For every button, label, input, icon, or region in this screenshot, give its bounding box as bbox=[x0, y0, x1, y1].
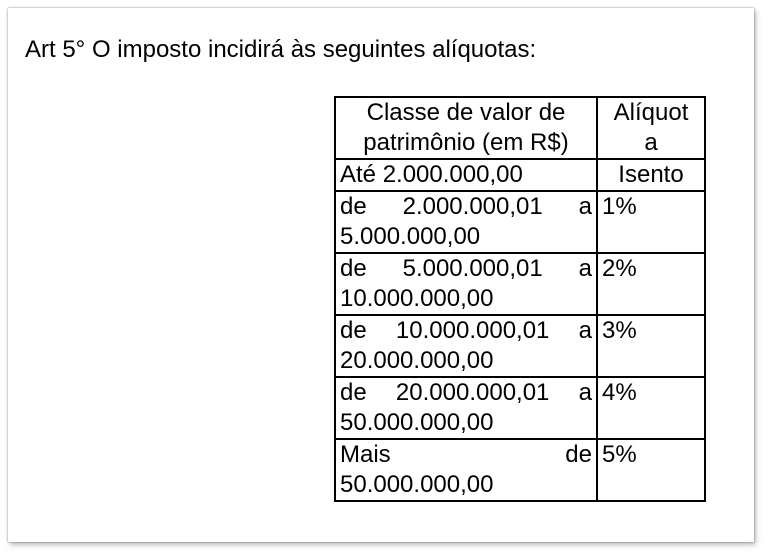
rate-cell: 3% bbox=[597, 315, 705, 377]
table-row bbox=[335, 191, 705, 253]
rate-cell: Isento bbox=[597, 159, 705, 191]
value-class-cell bbox=[335, 439, 597, 501]
value-class-line1 bbox=[340, 192, 592, 222]
range-prefix: de bbox=[340, 379, 367, 406]
rate-cell: 1% bbox=[597, 191, 705, 253]
article-heading: Art 5° O imposto incidirá às seguintes alíquotas: bbox=[25, 36, 537, 63]
range-to: 20.000.000,00 bbox=[340, 347, 494, 374]
tax-rate-table bbox=[334, 96, 706, 502]
range-connector: a bbox=[578, 317, 592, 344]
range-to: 50.000.000,00 bbox=[340, 471, 494, 498]
rate-cell: 4% bbox=[597, 377, 705, 439]
value-class-line1 bbox=[340, 440, 592, 470]
range-prefix: de bbox=[340, 317, 367, 344]
value-class-line1 bbox=[340, 378, 592, 408]
range-connector: a bbox=[578, 193, 592, 220]
range-from: 5.000.000,01 bbox=[402, 255, 543, 282]
range-prefix: de bbox=[340, 193, 367, 220]
range-connector: a bbox=[578, 379, 592, 406]
header-rate bbox=[597, 97, 705, 159]
header-value-class-line1: Classe de valor de bbox=[366, 99, 566, 126]
value-class-line1 bbox=[340, 316, 592, 346]
header-value-class bbox=[335, 97, 597, 159]
range-from: 20.000.000,01 bbox=[395, 379, 550, 406]
value-class-cell bbox=[335, 253, 597, 315]
range-connector: de bbox=[565, 441, 592, 468]
value-class-line1 bbox=[340, 254, 592, 284]
table-row bbox=[335, 159, 705, 191]
rate-cell: 5% bbox=[597, 439, 705, 501]
range-connector: a bbox=[578, 255, 592, 282]
value-class-cell bbox=[335, 315, 597, 377]
table-header-row bbox=[335, 97, 705, 159]
value-class-cell bbox=[335, 191, 597, 253]
header-rate-line2: a bbox=[644, 129, 658, 156]
table-row bbox=[335, 439, 705, 501]
value-class-line1: Até 2.000.000,00 bbox=[340, 161, 523, 188]
value-class-cell bbox=[335, 159, 597, 191]
range-prefix: de bbox=[340, 255, 367, 282]
range-prefix: Mais bbox=[340, 441, 391, 468]
range-from: 2.000.000,01 bbox=[402, 193, 543, 220]
table-row bbox=[335, 253, 705, 315]
value-class-cell bbox=[335, 377, 597, 439]
document-page bbox=[8, 8, 754, 542]
range-to: 10.000.000,00 bbox=[340, 285, 494, 312]
range-from: 10.000.000,01 bbox=[395, 317, 550, 344]
table-row bbox=[335, 315, 705, 377]
header-rate-line1: Alíquot bbox=[613, 99, 689, 126]
header-value-class-line2: patrimônio (em R$) bbox=[363, 129, 569, 156]
rate-cell: 2% bbox=[597, 253, 705, 315]
range-to: 5.000.000,00 bbox=[340, 223, 481, 250]
range-to: 50.000.000,00 bbox=[340, 409, 494, 436]
table-row bbox=[335, 377, 705, 439]
